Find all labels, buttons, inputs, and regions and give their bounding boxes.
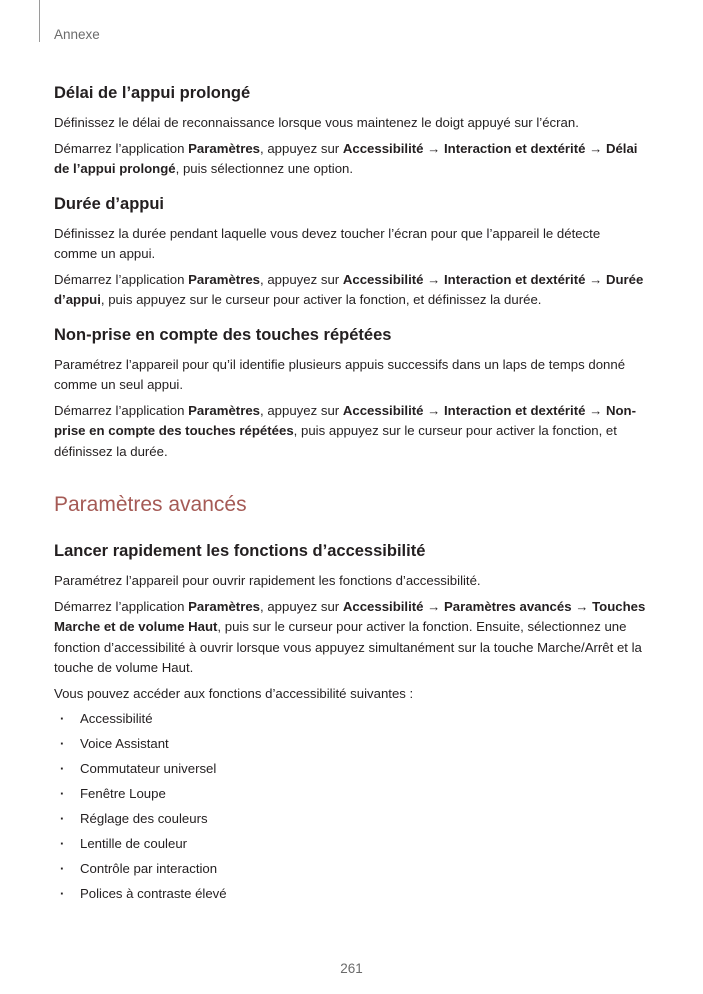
page-number: 261 (340, 961, 363, 976)
section-quick-launch (54, 540, 646, 904)
section-description: Définissez la durée pendant laquelle vous devez toucher l’écran pour que l’appareil le détecte comme un appui. (54, 225, 601, 261)
section-navigation: Démarrez l’application Paramètres, appuyez sur Accessibilité → Paramètres avancés → Touches Marche et de volume Haut, puis sur le curseur pour activer la fonction. Ensuite, sélectionnez une fonction d’accessibilité à ouvrir lorsque vous appuyez simultanément sur la touche Marche/Arrêt et la touche de volume Haut. (54, 598, 646, 675)
list-item: · Accessibilité (54, 709, 646, 729)
app-name: Paramètres (188, 402, 260, 418)
list-item: · Commutateur universel (54, 759, 646, 779)
list-item: · Réglage des couleurs (54, 809, 646, 829)
list-item: · Voice Assistant (54, 734, 646, 754)
section-description: Paramétrez l’appareil pour qu’il identifie plusieurs appuis successifs dans un laps de temps donné comme un seul appui. (54, 356, 626, 392)
section-navigation: Démarrez l’application Paramètres, appuyez sur Accessibilité → Interaction et dextérité → Délai de l’appui prolongé, puis sélectionnez une option. (54, 140, 638, 176)
section-long-press-delay (54, 82, 646, 180)
advanced-settings-heading: Paramètres avancés (54, 493, 247, 516)
section-title: Lancer rapidement les fonctions d’accessibilité (54, 542, 426, 560)
section-navigation: Démarrez l’application Paramètres, appuyez sur Accessibilité → Interaction et dextérité → Non-prise en compte des touches répétées, puis appuyez sur le curseur pour activer la fonction, et définissez la durée. (54, 402, 636, 459)
page-content (54, 82, 646, 917)
margin-rule (39, 0, 40, 42)
list-item: · Lentille de couleur (54, 834, 646, 854)
menu-path: Accessibilité → Interaction et dextérité → Délai de l’appui prolongé (54, 140, 638, 176)
section-title: Délai de l’appui prolongé (54, 84, 251, 102)
app-name: Paramètres (188, 598, 260, 614)
menu-path: Accessibilité → Paramètres avancés → Touches Marche et de volume Haut (54, 598, 646, 634)
chapter-label: Annexe (54, 27, 100, 42)
list-item: · Polices à contraste élevé (54, 884, 646, 904)
list-item: · Fenêtre Loupe (54, 784, 646, 804)
app-name: Paramètres (188, 140, 260, 156)
section-ignore-repeated-touches (54, 324, 646, 463)
list-item: · Contrôle par interaction (54, 859, 646, 879)
list-intro: Vous pouvez accéder aux fonctions d’accessibilité suivantes : (54, 685, 414, 701)
accessibility-features-list (54, 709, 646, 904)
menu-path: Accessibilité → Interaction et dextérité → Durée d’appui (54, 271, 644, 307)
section-description: Définissez le délai de reconnaissance lorsque vous maintenez le doigt appuyé sur l’écran. (54, 115, 579, 130)
menu-path: Accessibilité → Interaction et dextérité → Non-prise en compte des touches répétées (54, 402, 636, 438)
app-name: Paramètres (188, 271, 260, 287)
section-navigation: Démarrez l’application Paramètres, appuyez sur Accessibilité → Interaction et dextérité → Durée d’appui, puis appuyez sur le curseur pour activer la fonction, et définissez la durée. (54, 271, 644, 307)
section-tap-duration (54, 193, 646, 311)
section-title: Durée d’appui (54, 194, 165, 213)
section-description: Paramétrez l’appareil pour ouvrir rapidement les fonctions d’accessibilité. (54, 573, 481, 588)
section-title: Non-prise en compte des touches répétées (54, 325, 392, 344)
